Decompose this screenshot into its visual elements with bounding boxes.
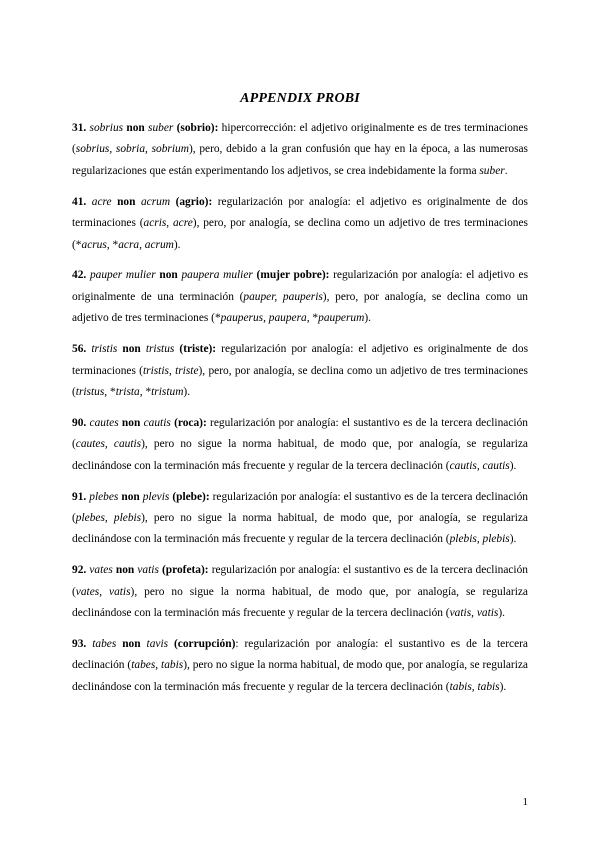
incorrect-form: tavis	[146, 638, 169, 651]
explanation-text: : regularización por analogía: el sustantivo es de la tercera declinación (	[72, 638, 528, 672]
entry-number: 93.	[72, 638, 87, 651]
entry-number: 91.	[72, 490, 87, 503]
explanation-text: ).	[183, 385, 191, 398]
correct-form: cautes	[89, 416, 119, 429]
gloss: (corrupción)	[174, 638, 236, 651]
entry-number: 41.	[72, 195, 87, 208]
incorrect-form: plevis	[142, 490, 170, 503]
explanation-text: ).	[173, 238, 181, 251]
latin-forms: tristus	[75, 385, 105, 398]
entry-42	[72, 265, 528, 329]
latin-forms: acris, acre	[143, 217, 193, 230]
latin-forms: cautes, cautis	[75, 438, 142, 451]
explanation-text: ).	[509, 459, 517, 472]
latin-forms: pauperus, paupera	[220, 312, 307, 325]
correct-form: plebes	[89, 490, 119, 503]
gloss: (triste):	[179, 343, 217, 356]
explanation-text: ), pero, por analogía, se declina como un adjetivo de tres terminaciones (*	[72, 290, 528, 325]
latin-forms: plebes, plebis	[75, 512, 142, 524]
latin-forms: pauperum	[318, 312, 365, 325]
incorrect-form: tristus	[145, 343, 175, 356]
entry-number: 56.	[72, 343, 87, 356]
incorrect-form: vatis	[137, 564, 159, 577]
non-keyword: non	[126, 122, 145, 134]
correct-form: sobrius	[89, 122, 124, 134]
latin-forms: acra, acrum	[118, 238, 174, 251]
non-keyword: non	[121, 416, 141, 429]
correct-form: tabes	[92, 638, 117, 651]
gloss: (plebe):	[172, 490, 210, 503]
latin-forms: cautis, cautis	[449, 459, 510, 472]
explanation-text: ), pero no sigue la norma habitual, de modo que, por analogía, se regulariza declinándose con la terminación más frecuente y regular de la tercera declinación (	[72, 585, 528, 620]
latin-forms: suber	[479, 164, 505, 177]
incorrect-form: acrum	[140, 195, 171, 208]
explanation-text: ), pero, por analogía, se declina como un adjetivo de tres terminaciones (	[72, 364, 528, 398]
explanation-text: , *	[106, 238, 119, 251]
entry-41	[72, 192, 528, 256]
gloss: (profeta):	[161, 564, 209, 577]
explanation-text: ), pero no sigue la norma habitual, de modo que, por analogía, se regulariza declinándose con la terminación más frecuente y regular de la tercera declinación (	[72, 512, 528, 546]
non-keyword: non	[115, 564, 135, 577]
gloss: (agrio):	[175, 195, 213, 208]
page-title: APPENDIX PROBI	[240, 91, 360, 106]
explanation-text: ).	[499, 680, 507, 693]
page-number: 1	[522, 796, 528, 808]
entry-number: 90.	[72, 416, 87, 429]
latin-forms: tabis, tabis	[449, 680, 500, 693]
explanation-text: regularización por analogía: el adjetivo es originalmente de una terminación (	[72, 269, 529, 303]
correct-form: pauper mulier	[89, 269, 156, 282]
correct-form: acre	[91, 195, 112, 208]
entry-56	[72, 339, 528, 403]
latin-forms: tristum	[151, 385, 184, 398]
explanation-text: , *	[104, 385, 116, 398]
explanation-text: .	[504, 164, 508, 177]
latin-forms: vatis, vatis	[449, 607, 499, 620]
gloss: (roca):	[174, 416, 207, 429]
latin-forms: pauper, pauperis	[243, 290, 323, 303]
explanation-text: ), pero no sigue la norma habitual, de modo que, por analogía, se regulariza declinándose con la terminación más frecuente y regular de la tercera declinación (	[72, 659, 528, 693]
explanation-text: ), pero, debido a la gran confusión que hay en la época, a las numerosas regularizaciones que están experimentando los adjetivos, se crea indebidamente la forma	[72, 143, 528, 177]
non-keyword: non	[159, 269, 178, 282]
entry-92	[72, 560, 528, 624]
explanation-text: ), pero, por analogía, se declina como un adjetivo de tres terminaciones (*	[72, 217, 528, 251]
gloss: (mujer pobre):	[256, 269, 330, 282]
entries-list	[72, 118, 528, 708]
explanation-text: regularización por analogía: el sustantivo es de la tercera declinación (	[72, 564, 528, 598]
latin-forms: tristis, triste	[142, 364, 199, 377]
incorrect-form: paupera mulier	[181, 269, 253, 282]
explanation-text: , *	[306, 312, 319, 325]
latin-forms: vates, vatis	[75, 585, 131, 598]
non-keyword: non	[122, 638, 141, 651]
explanation-text: regularización por analogía: el adjetivo es originalmente de dos terminaciones (	[72, 343, 528, 377]
latin-forms: acrus	[81, 238, 107, 251]
explanation-text: regularización por analogía: el sustantivo es de la tercera declinación (	[72, 490, 528, 524]
entry-number: 92.	[72, 564, 87, 577]
explanation-text: regularización por analogía: el sustantivo es de la tercera declinación (	[72, 416, 528, 451]
explanation-text: ).	[498, 607, 505, 620]
entry-91	[72, 487, 528, 551]
explanation-text: regularización por analogía: el adjetivo es originalmente de dos terminaciones (	[72, 195, 528, 230]
non-keyword: non	[117, 195, 136, 208]
entry-number: 31.	[72, 122, 87, 134]
entry-93	[72, 634, 528, 698]
non-keyword: non	[121, 490, 140, 503]
entry-number: 42.	[72, 269, 87, 282]
correct-form: tristis	[91, 343, 118, 356]
latin-forms: trista	[115, 385, 140, 398]
explanation-text: , *	[139, 385, 152, 398]
latin-forms: sobrius, sobria, sobrium	[75, 143, 189, 156]
explanation-text: ).	[509, 533, 517, 546]
entry-90	[72, 413, 528, 477]
non-keyword: non	[122, 343, 141, 356]
explanation-text: hipercorrección: el adjetivo originalmente es de tres terminaciones (	[72, 122, 528, 156]
latin-forms: tabes, tabis	[131, 659, 184, 672]
incorrect-form: cautis	[143, 416, 171, 429]
explanation-text: ), pero no sigue la norma habitual, de modo que, por analogía, se regulariza declinándose con la terminación más frecuente y regular de la tercera declinación (	[72, 438, 528, 472]
entry-31	[72, 118, 528, 182]
gloss: (sobrio):	[176, 122, 219, 134]
explanation-text: ).	[364, 312, 371, 325]
correct-form: vates	[89, 564, 113, 577]
latin-forms: plebis, plebis	[449, 533, 510, 546]
incorrect-form: suber	[148, 122, 174, 134]
